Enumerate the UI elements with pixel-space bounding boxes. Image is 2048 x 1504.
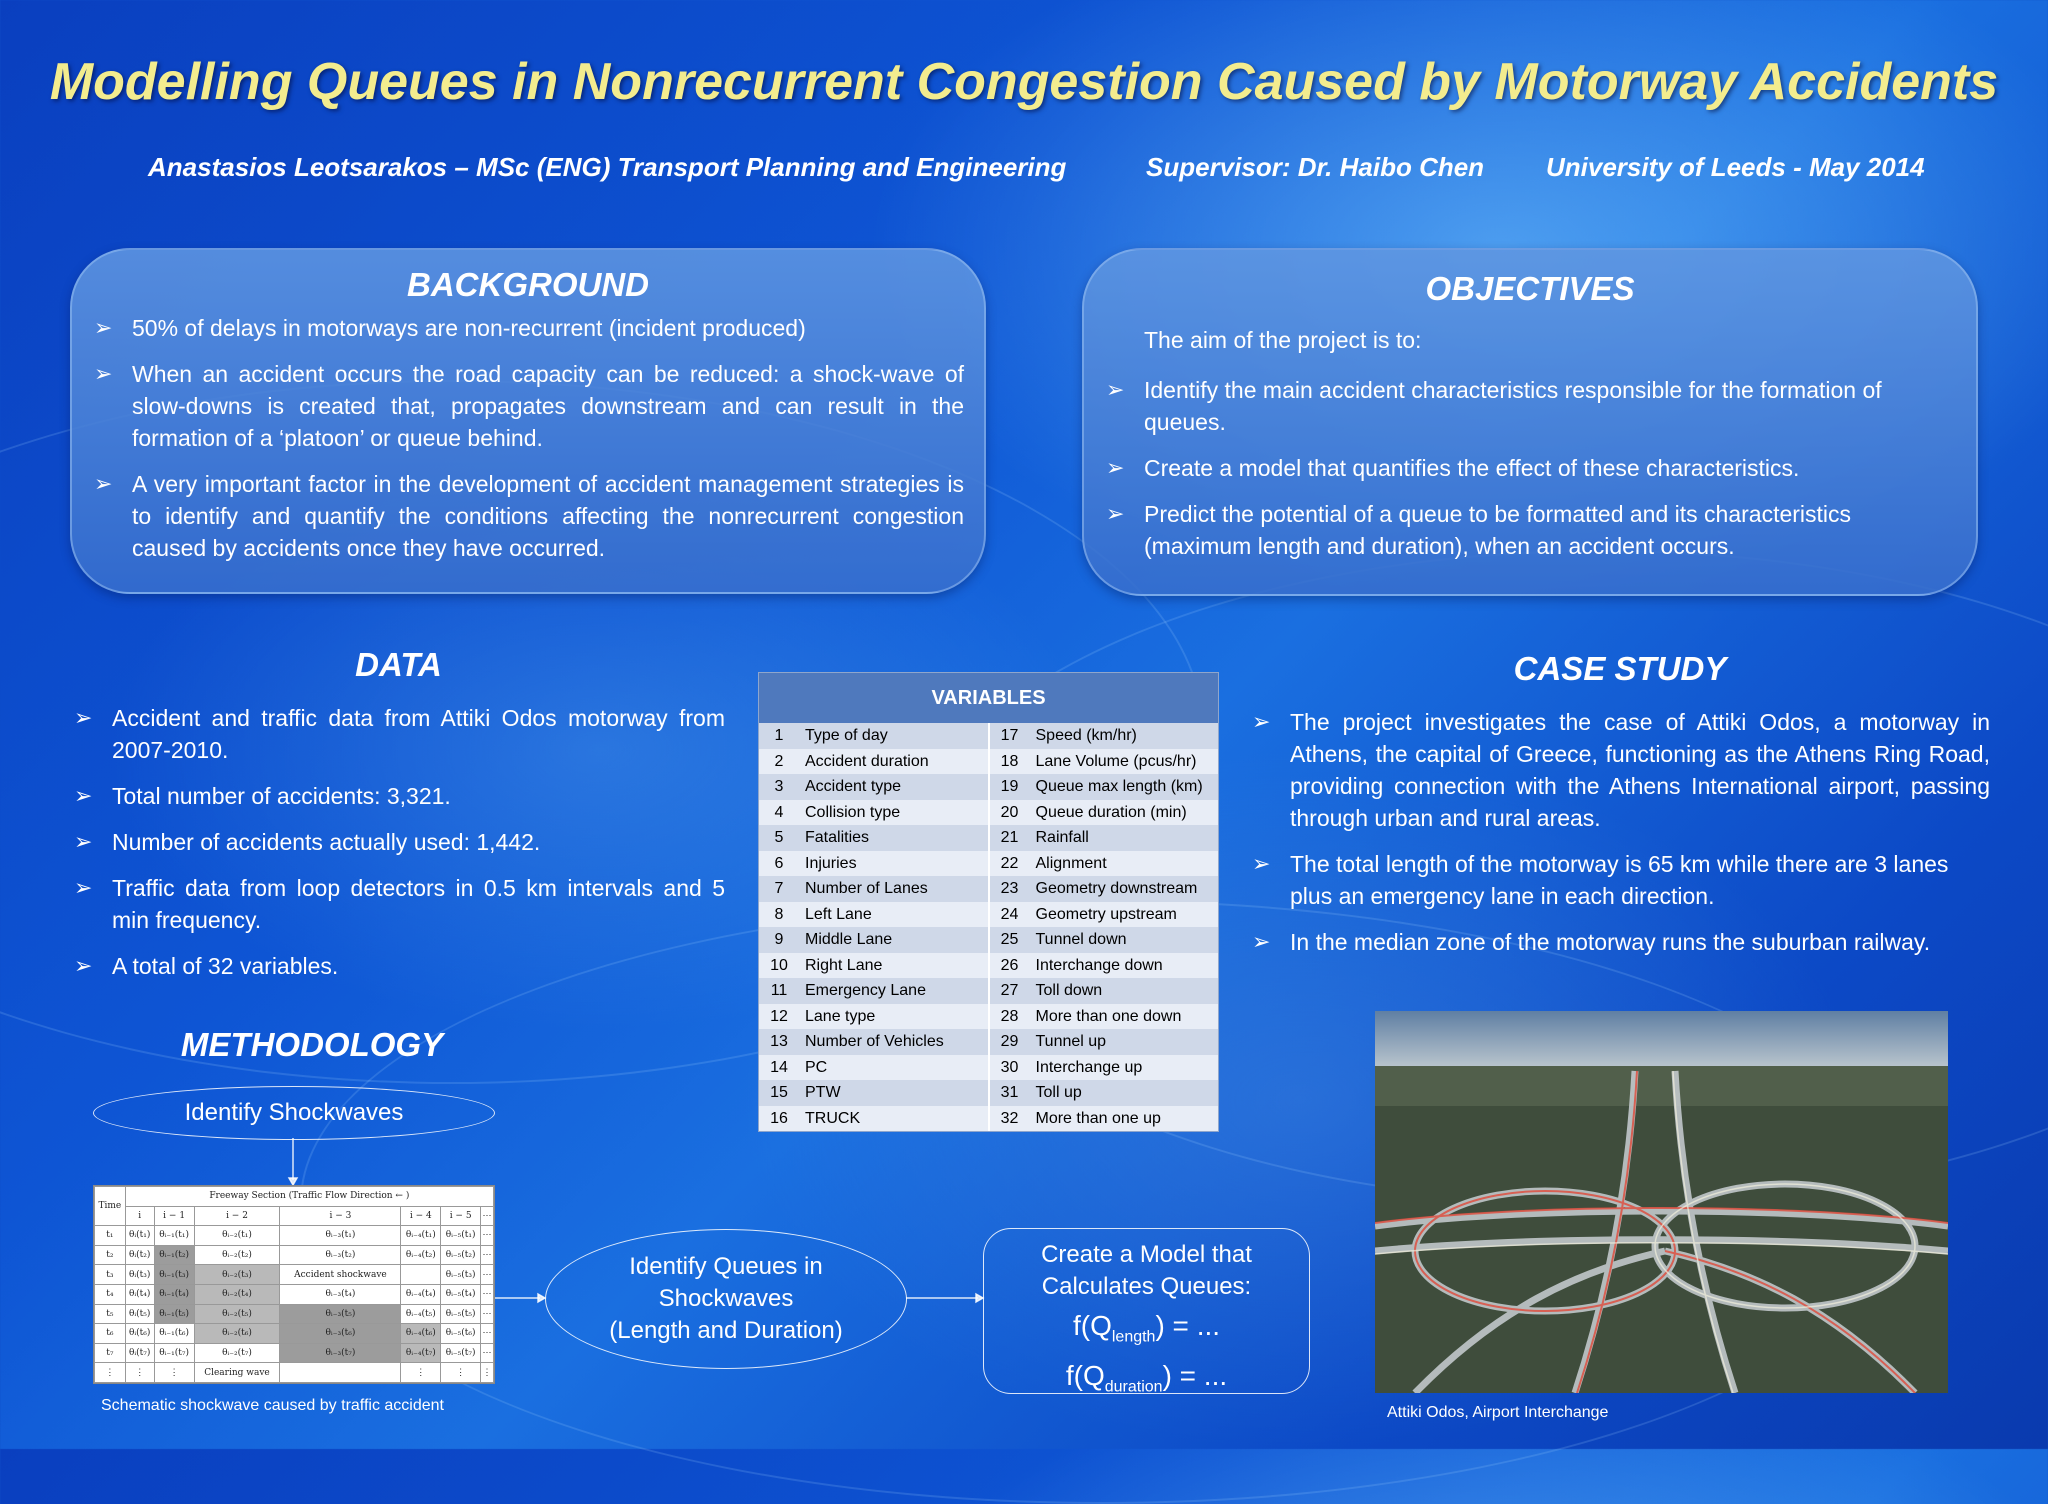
variable-number: 5 xyxy=(774,829,784,846)
variable-number: 6 xyxy=(774,854,784,872)
schematic-cell: θᵢ₋₁(t₆) xyxy=(154,1324,194,1344)
schematic-cell: t₆ xyxy=(95,1324,126,1344)
variable-label: Middle Lane xyxy=(805,931,893,948)
schematic-cell: t₄ xyxy=(95,1284,126,1304)
schematic-cell: θᵢ₋₅(t₂) xyxy=(441,1245,481,1265)
variable-label: Lane type xyxy=(805,1007,876,1025)
objectives-item: ➢ Identify the main accident characteristics responsible for the formation of queues. xyxy=(1104,374,1936,438)
variable-number: 14 xyxy=(770,1058,788,1076)
variable-number: 15 xyxy=(770,1084,788,1101)
variable-number: 10 xyxy=(770,956,788,974)
case-study-item: ➢ The total length of the motorway is 65 km while there are 3 lanes plus an emergency lane in each direction. xyxy=(1250,848,1990,912)
variable-label: PC xyxy=(805,1058,828,1076)
schematic-cell: θᵢ(t₇) xyxy=(125,1343,154,1363)
variable-label: Speed (km/hr) xyxy=(1035,727,1137,744)
author-line: Anastasios Leotsarakos – MSc (ENG) Transport Planning and Engineering xyxy=(148,152,1067,182)
case-study-item: ➢ In the median zone of the motorway runs the suburban railway. xyxy=(1250,926,1990,958)
variable-label: Queue max length (km) xyxy=(1035,778,1203,795)
formula-duration xyxy=(984,1357,1309,1407)
variable-label: PTW xyxy=(805,1084,841,1101)
variable-label: Number of Lanes xyxy=(805,880,928,897)
variable-number: 23 xyxy=(1000,880,1019,897)
variable-label: Geometry downstream xyxy=(1035,880,1198,897)
schematic-cell: ⋮ xyxy=(441,1363,481,1383)
schematic-cell: ⋮ xyxy=(401,1363,441,1383)
formula-length xyxy=(984,1307,1309,1357)
schematic-cell xyxy=(280,1363,401,1383)
schematic-row xyxy=(95,1304,494,1324)
variable-number: 1 xyxy=(774,727,784,744)
schematic-time-label: Time xyxy=(95,1187,126,1226)
schematic-cell: θᵢ₋₃(t₅) xyxy=(280,1304,401,1324)
variable-number: 11 xyxy=(770,982,788,999)
schematic-cell: θᵢ₋₂(t₂) xyxy=(194,1245,280,1265)
case-study-heading: CASE STUDY xyxy=(1513,650,1727,687)
variable-label: More than one up xyxy=(1035,1109,1161,1127)
schematic-section-label: Freeway Section (Traffic Flow Direction ← ) xyxy=(125,1187,493,1207)
variable-label: Lane Volume (pcus/hr) xyxy=(1035,752,1197,770)
schematic-cell: θᵢ₋₅(t₅) xyxy=(441,1304,481,1324)
variable-number: 24 xyxy=(1000,905,1019,923)
schematic-cell: θᵢ₋₂(t₄) xyxy=(194,1284,280,1304)
methodology-heading: METHODOLOGY xyxy=(180,1026,444,1063)
schematic-cell: θᵢ₋₂(t₅) xyxy=(194,1304,280,1324)
schematic-cell: t₁ xyxy=(95,1226,126,1246)
formula-length-sub: length xyxy=(1111,1328,1156,1346)
schematic-cell: t₅ xyxy=(95,1304,126,1324)
schematic-cell: θᵢ₋₃(t₂) xyxy=(280,1245,401,1265)
formula-duration-sub: duration xyxy=(1104,1378,1163,1396)
schematic-cell: θᵢ₋₅(t₇) xyxy=(441,1343,481,1363)
schematic-cell: θᵢ₋₂(t₆) xyxy=(194,1324,280,1344)
step-identify-queues-line: Shockwaves xyxy=(658,1285,794,1312)
background-heading: BACKGROUND xyxy=(407,266,649,303)
variable-label: Emergency Lane xyxy=(805,982,926,999)
schematic-cell: θᵢ₋₅(t₆) xyxy=(441,1324,481,1344)
schematic-cell: θᵢ₋₂(t₁) xyxy=(194,1226,280,1246)
variable-number: 25 xyxy=(1000,931,1019,948)
variable-number: 31 xyxy=(1000,1084,1019,1101)
variable-label: Fatalities xyxy=(805,829,870,846)
schematic-cell: ⋯ xyxy=(481,1324,494,1344)
schematic-row xyxy=(95,1363,494,1383)
schematic-cell: ⋮ xyxy=(481,1363,494,1383)
variable-number: 4 xyxy=(774,803,784,821)
variable-number: 19 xyxy=(1000,778,1019,795)
schematic-row xyxy=(95,1324,494,1344)
schematic-cell: θᵢ₋₅(t₃) xyxy=(441,1265,481,1285)
schematic-cell: ⋮ xyxy=(95,1363,126,1383)
schematic-cell: θᵢ₋₂(t₇) xyxy=(194,1343,280,1363)
schematic-cell: θᵢ(t₃) xyxy=(125,1265,154,1285)
data-item: ➢ Traffic data from loop detectors in 0.5 km intervals and 5 min frequency. xyxy=(72,872,725,936)
objectives-item: ➢ Create a model that quantifies the effect of these characteristics. xyxy=(1104,452,1936,484)
variable-label: Alignment xyxy=(1035,854,1107,872)
schematic-row xyxy=(95,1265,494,1285)
variable-number: 17 xyxy=(1000,727,1019,744)
step-create-model-line: Create a Model that xyxy=(1041,1241,1252,1268)
supervisor-line: Supervisor: Dr. Haibo Chen xyxy=(1146,152,1485,182)
schematic-cell: θᵢ₋₃(t₁) xyxy=(280,1226,401,1246)
photo-caption: Attiki Odos, Airport Interchange xyxy=(1387,1404,1609,1421)
schematic-cell: θᵢ₋₄(t₇) xyxy=(401,1343,441,1363)
shockwave-schematic xyxy=(93,1185,495,1384)
variable-number: 12 xyxy=(770,1007,788,1025)
step-identify-queues-line: (Length and Duration) xyxy=(609,1317,843,1344)
variable-label: Injuries xyxy=(805,854,857,872)
variable-number: 16 xyxy=(770,1109,788,1127)
schematic-cell: θᵢ₋₂(t₃) xyxy=(194,1265,280,1285)
variable-label: Rainfall xyxy=(1035,829,1089,846)
variable-label: Geometry upstream xyxy=(1035,905,1177,923)
schematic-column-header: i − 2 xyxy=(194,1206,280,1226)
schematic-cell: ⋯ xyxy=(481,1265,494,1285)
variables-heading: VARIABLES xyxy=(759,673,1218,723)
schematic-caption: Schematic shockwave caused by traffic accident xyxy=(101,1397,444,1414)
background-item: ➢ 50% of delays in motorways are non-recurrent (incident produced) xyxy=(92,312,964,344)
schematic-row xyxy=(95,1284,494,1304)
data-item: ➢ A total of 32 variables. xyxy=(72,950,725,982)
schematic-cell: θᵢ₋₁(t₂) xyxy=(154,1245,194,1265)
schematic-column-header: ⋯ xyxy=(481,1206,494,1226)
schematic-cell: θᵢ₋₁(t₇) xyxy=(154,1343,194,1363)
schematic-cell: θᵢ₋₅(t₁) xyxy=(441,1226,481,1246)
step-create-model-line: Calculates Queues: xyxy=(1041,1273,1252,1300)
variable-label: Toll up xyxy=(1035,1084,1082,1101)
schematic-row xyxy=(95,1245,494,1265)
schematic-cell: Clearing wave xyxy=(194,1363,280,1383)
schematic-cell: θᵢ₋₄(t₆) xyxy=(401,1324,441,1344)
university-line: University of Leeds - May 2014 xyxy=(1546,152,1925,182)
schematic-cell: θᵢ(t₆) xyxy=(125,1324,154,1344)
background-item: ➢ A very important factor in the development of accident management strategies is to identify and quantify the conditions affecting the nonrecurrent congestion caused by accidents once they have occurred. xyxy=(92,468,964,564)
variable-label: Number of Vehicles xyxy=(805,1033,944,1050)
schematic-cell: θᵢ₋₄(t₄) xyxy=(401,1284,441,1304)
schematic-cell: ⋮ xyxy=(125,1363,154,1383)
schematic-cell: Accident shockwave xyxy=(280,1265,401,1285)
schematic-cell: t₂ xyxy=(95,1245,126,1265)
formula-length-suffix: ) = ... xyxy=(1155,1310,1221,1341)
schematic-column-header: i xyxy=(125,1206,154,1226)
schematic-cell: θᵢ₋₁(t₁) xyxy=(154,1226,194,1246)
schematic-cell: θᵢ₋₁(t₄) xyxy=(154,1284,194,1304)
variable-number: 13 xyxy=(770,1033,788,1050)
formula-duration-prefix: f(Q xyxy=(1065,1359,1105,1391)
schematic-cell: ⋯ xyxy=(481,1343,494,1363)
step-identify-queues xyxy=(545,1229,907,1369)
schematic-column-header: i − 4 xyxy=(401,1206,441,1226)
variable-label: Left Lane xyxy=(805,905,872,923)
variable-label: Tunnel up xyxy=(1035,1033,1107,1050)
variable-label: Right Lane xyxy=(805,956,883,974)
formula-length-prefix: f(Q xyxy=(1072,1310,1112,1341)
schematic-cell: θᵢ₋₄(t₂) xyxy=(401,1245,441,1265)
variable-label: Accident duration xyxy=(805,752,929,770)
variable-label: Collision type xyxy=(805,803,901,821)
data-item: ➢ Number of accidents actually used: 1,442. xyxy=(72,826,725,858)
schematic-cell: t₇ xyxy=(95,1343,126,1363)
data-heading: DATA xyxy=(355,646,442,683)
step-identify-queues-line: Identify Queues in xyxy=(629,1253,823,1280)
variable-label: Type of day xyxy=(805,727,888,744)
schematic-cell: θᵢ₋₄(t₁) xyxy=(401,1226,441,1246)
schematic-cell: t₃ xyxy=(95,1265,126,1285)
schematic-cell: ⋯ xyxy=(481,1284,494,1304)
schematic-cell: θᵢ₋₃(t₆) xyxy=(280,1324,401,1344)
schematic-cell: θᵢ₋₁(t₃) xyxy=(154,1265,194,1285)
variable-number: 26 xyxy=(1000,956,1019,974)
schematic-cell: ⋯ xyxy=(481,1226,494,1246)
formula-duration-suffix: ) = ... xyxy=(1162,1359,1228,1391)
variable-label: Queue duration (min) xyxy=(1035,803,1187,821)
poster-title: Modelling Queues in Nonrecurrent Congestion Caused by Motorway Accidents xyxy=(49,53,1999,111)
schematic-row xyxy=(95,1343,494,1363)
variable-number: 21 xyxy=(1000,829,1019,846)
objectives-heading: OBJECTIVES xyxy=(1425,270,1635,307)
schematic-row xyxy=(95,1226,494,1246)
schematic-cell: θᵢ(t₂) xyxy=(125,1245,154,1265)
variable-number: 32 xyxy=(1000,1109,1019,1127)
schematic-cell: ⋯ xyxy=(481,1304,494,1324)
variable-label: Interchange down xyxy=(1035,956,1163,974)
schematic-cell: θᵢ₋₃(t₇) xyxy=(280,1343,401,1363)
variable-label: Interchange up xyxy=(1035,1058,1143,1076)
variable-number: 27 xyxy=(1000,982,1019,999)
schematic-cell: θᵢ₋₁(t₅) xyxy=(154,1304,194,1324)
variable-label: More than one down xyxy=(1035,1007,1182,1025)
schematic-column-header: i − 3 xyxy=(280,1206,401,1226)
variable-number: 7 xyxy=(774,880,784,897)
schematic-cell xyxy=(401,1265,441,1285)
step-identify-shockwaves-label: Identify Shockwaves xyxy=(184,1099,404,1126)
objectives-item: ➢ Predict the potential of a queue to be formatted and its characteristics (maximum length and duration), when an accident occurs. xyxy=(1104,498,1936,562)
variable-number: 28 xyxy=(1000,1007,1019,1025)
schematic-column-header: i − 5 xyxy=(441,1206,481,1226)
step-create-model xyxy=(983,1228,1310,1394)
shockwave-schematic-table xyxy=(94,1186,494,1383)
background-item: ➢ When an accident occurs the road capacity can be reduced: a shock-wave of slow-downs is created that, propagates downstream and can result in the formation of a ‘platoon’ or queue behind. xyxy=(92,358,964,454)
schematic-cell: ⋮ xyxy=(154,1363,194,1383)
schematic-cell: θᵢ(t₅) xyxy=(125,1304,154,1324)
schematic-cell: θᵢ₋₃(t₄) xyxy=(280,1284,401,1304)
case-study-item: ➢ The project investigates the case of Attiki Odos, a motorway in Athens, the capital of Greece, functioning as the Athens Ring Road, providing connection with the Athens International airport, passing through urban and rural areas. xyxy=(1250,706,1990,834)
schematic-cell: θᵢ₋₅(t₄) xyxy=(441,1284,481,1304)
variable-label: Toll down xyxy=(1035,982,1103,999)
objectives-intro: The aim of the project is to: xyxy=(1144,327,1422,353)
variable-number: 9 xyxy=(774,931,784,948)
schematic-cell: θᵢ(t₁) xyxy=(125,1226,154,1246)
variable-number: 22 xyxy=(1000,854,1019,872)
variable-label: Accident type xyxy=(805,778,902,795)
variable-label: TRUCK xyxy=(805,1109,861,1127)
schematic-column-header: i − 1 xyxy=(154,1206,194,1226)
variable-number: 2 xyxy=(774,752,784,770)
variable-label: Tunnel down xyxy=(1035,931,1127,948)
data-item: ➢ Total number of accidents: 3,321. xyxy=(72,780,725,812)
schematic-cell: θᵢ₋₄(t₅) xyxy=(401,1304,441,1324)
variable-number: 29 xyxy=(1000,1033,1019,1050)
schematic-cell: θᵢ(t₄) xyxy=(125,1284,154,1304)
variable-number: 20 xyxy=(1000,803,1019,821)
variable-number: 8 xyxy=(774,905,784,923)
variable-number: 18 xyxy=(1000,752,1019,770)
schematic-cell: ⋯ xyxy=(481,1245,494,1265)
data-item: ➢ Accident and traffic data from Attiki Odos motorway from 2007-2010. xyxy=(72,702,725,766)
variable-number: 30 xyxy=(1000,1058,1019,1076)
variable-number: 3 xyxy=(774,778,784,795)
